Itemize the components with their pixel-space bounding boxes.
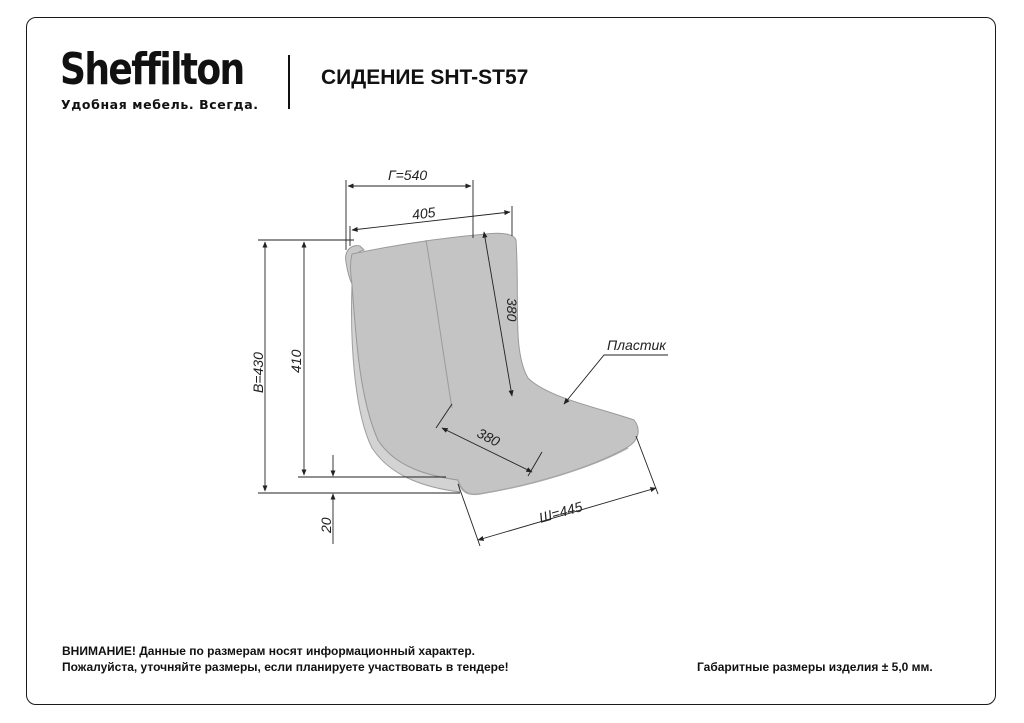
material-label: Пластик <box>607 337 666 353</box>
tolerance-note: Габаритные размеры изделия ± 5,0 мм. <box>697 660 933 674</box>
brand-logo-text: Sheffilton <box>60 44 244 95</box>
dim-back-length-label: 380 <box>504 298 520 322</box>
dim-seat-top-width-label: 405 <box>411 203 437 223</box>
dim-base-offset-label: 20 <box>318 517 334 533</box>
dim-total-height-label: В=430 <box>250 352 266 393</box>
seat-shell-illustration <box>346 233 639 494</box>
dim-width-label: Ш=445 <box>537 498 585 526</box>
brand-tagline: Удобная мебель. Всегда. <box>61 97 259 112</box>
warning-note-line1: ВНИМАНИЕ! Данные по размерам носят информационный характер. <box>62 644 475 658</box>
warning-note-line2: Пожалуйста, уточняйте размеры, если планируете участвовать в тендере! <box>62 660 509 674</box>
dim-depth-label: Г=540 <box>388 167 428 183</box>
product-title: СИДЕНИЕ SHT-ST57 <box>321 66 529 89</box>
dim-seat-height-label: 410 <box>288 349 304 373</box>
dim-seat-depth-label: 380 <box>474 424 503 450</box>
